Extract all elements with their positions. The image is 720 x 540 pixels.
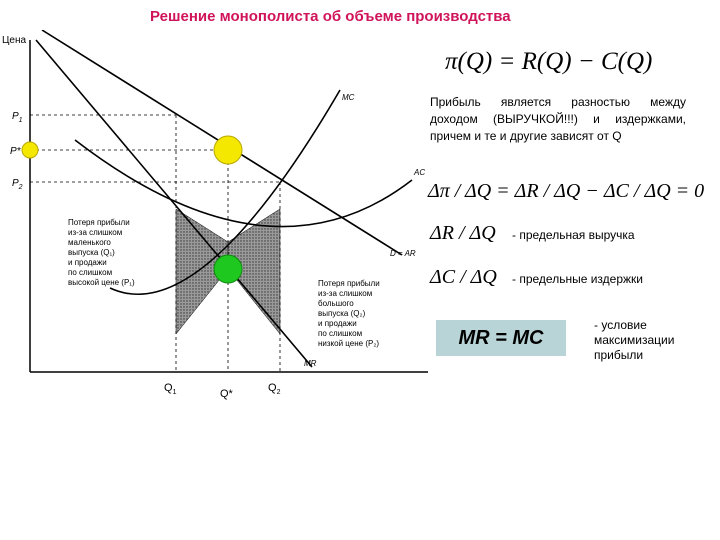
profit-formula: π(Q) = R(Q) − C(Q) (445, 48, 653, 75)
loss-left-line-0: Потеря прибыли (68, 218, 130, 227)
loss-left-line-4: и продажи (68, 258, 107, 267)
loss-left-line-5: по слишком (68, 268, 113, 277)
loss-left-line-3: выпуска (Q₁) (68, 248, 115, 257)
optimum-marker-yellow (214, 136, 242, 164)
mr-formula: ΔR / ΔQ (430, 222, 496, 244)
price-marker-yellow (22, 142, 38, 158)
max-condition-note: - условие максимизации прибыли (594, 318, 675, 362)
mr-note: - предельная выручка (512, 228, 635, 242)
slide-title: Решение монополиста об объеме производства (150, 8, 511, 25)
pstar-label: P* (10, 146, 21, 157)
loss-annotation-left (68, 218, 135, 287)
mc-label: MC (342, 93, 355, 102)
loss-right-line-4: и продажи (318, 319, 357, 328)
ac-label: AC (414, 168, 426, 177)
loss-left-line-1: из-за слишком (68, 228, 123, 237)
loss-right-line-5: по слишком (318, 329, 363, 338)
profit-explanation: Прибыль является разностью между доходом (ВЫРУЧКОЙ!!!) и издержками, причем и те и другие зависят от Q (430, 95, 686, 143)
loss-left-line-6: высокой цене (P₁) (68, 278, 135, 287)
mc-formula: ΔC / ΔQ (430, 266, 497, 288)
derivative-formula: Δπ / ΔQ = ΔR / ΔQ − ΔC / ΔQ = 0 (428, 180, 705, 202)
loss-right-line-6: низкой цене (P₂) (318, 339, 380, 348)
p2-label: $P_2$ (12, 178, 23, 191)
loss-right-line-0: Потеря прибыли (318, 279, 380, 288)
p1-label: $P_1$ (12, 111, 23, 124)
q2-label: $Q_2$ (268, 382, 281, 396)
loss-left-line-2: маленького (68, 238, 111, 247)
monopoly-diagram (0, 30, 430, 400)
mr-curve (36, 40, 312, 367)
mr-label: MR (304, 359, 317, 368)
loss-right-line-1: из-за слишком (318, 289, 373, 298)
mr-mc-intersection-marker (214, 255, 242, 283)
loss-annotation-right (318, 279, 380, 348)
loss-right-line-3: выпуска (Q₂) (318, 309, 366, 318)
ac-curve (75, 140, 412, 227)
qstar-label: Q* (220, 388, 233, 400)
q1-label: $Q_1$ (164, 382, 177, 396)
loss-right-line-2: большого (318, 299, 354, 308)
demand-label: D = AR (390, 249, 416, 258)
mr-equals-mc-box: MR = MC (436, 320, 566, 356)
y-axis-label: Цена (2, 35, 27, 46)
mc-note: - предельные издержки (512, 272, 643, 286)
